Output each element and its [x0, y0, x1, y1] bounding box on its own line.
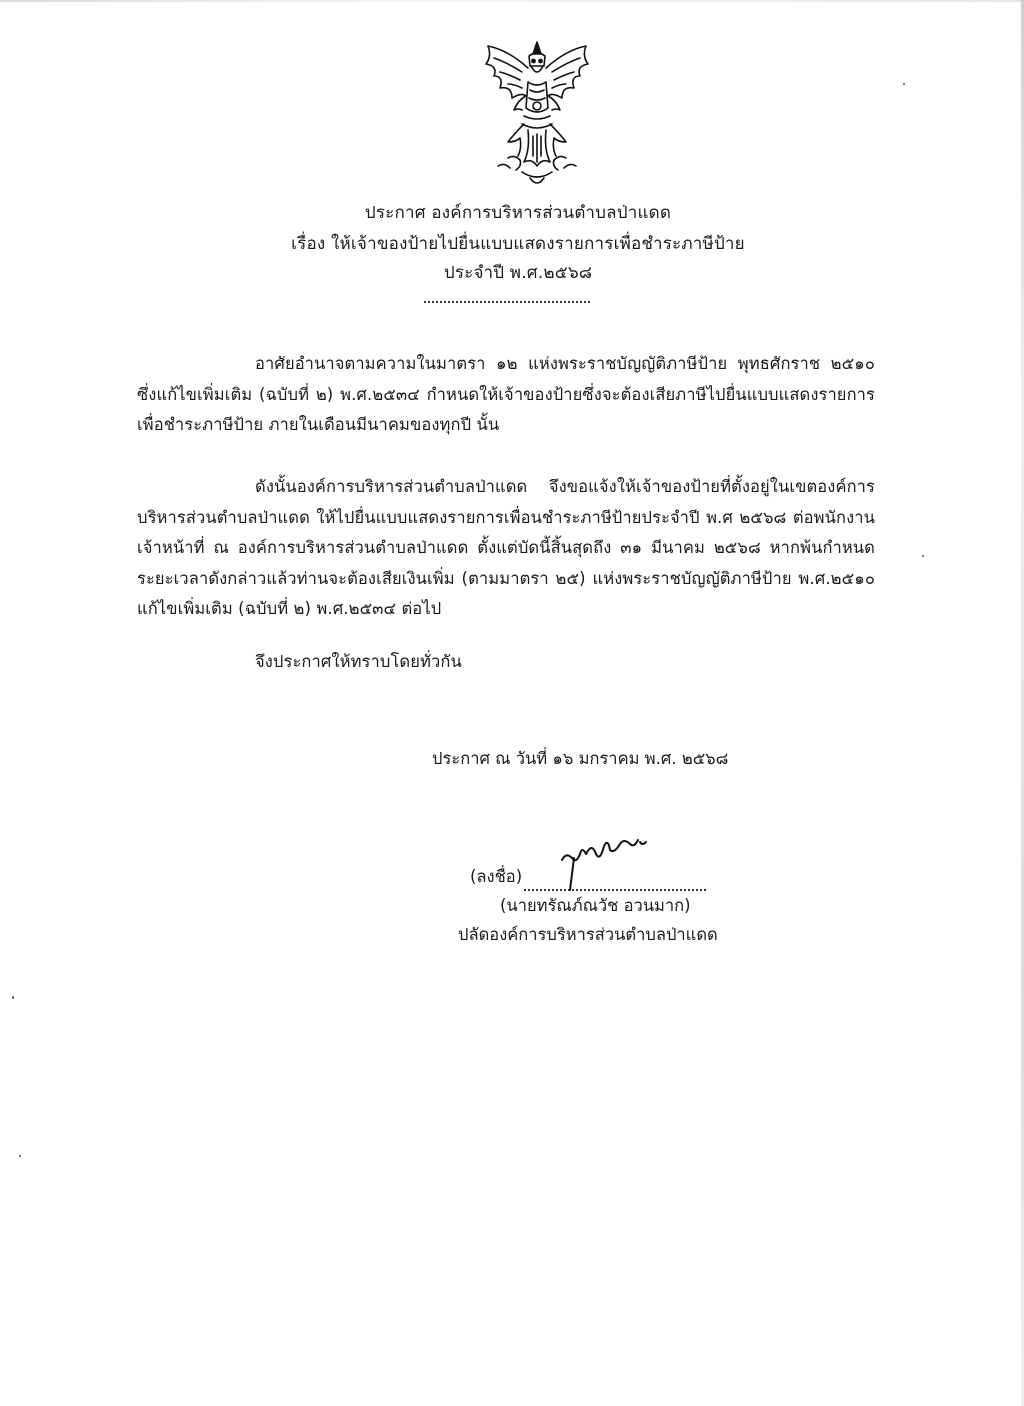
announcement-date: ประกาศ ณ วันที่ ๑๖ มกราคม พ.ศ. ๒๕๖๘ — [432, 749, 729, 768]
signatory-name: (นายทรัณภ์ณวัช อวนมาก) — [500, 896, 691, 915]
garuda-emblem-icon — [478, 38, 596, 190]
scan-speck — [903, 83, 905, 85]
heading-divider — [424, 301, 590, 303]
scan-speck — [922, 555, 924, 557]
signature-line — [470, 862, 770, 891]
announcement-year: ประจำปี พ.ศ.๒๕๖๘ — [443, 263, 593, 283]
signature-label: (ลงชื่อ) — [470, 867, 523, 886]
scan-speck — [12, 996, 14, 999]
body-paragraph-2: ดังนั้นองค์การบริหารส่วนตำบลป่าแดด จึงขอแจ้งให้เจ้าของป้ายที่ตั้งอยู่ในเขตองค์การ บริหารส่วนตำบลป่าแดด ให้ไปยื่นแบบแสดงรายการเพื่อนชำระภาษีป้ายประจำปี พ.ศ ๒๕๖๘ ต่อพนักงาน เจ้าหน้าที่ ณ องค์การบริหารส่วนตำบลป่าแดด ตั้งแต่บัดนี้สิ้นสุดถึง ๓๑ มีนาคม ๒๕๖๘ หากพ้นกำหนด ระยะเวลาดังกล่าวแล้วท่านจะต้องเสียเงินเพิ่ม (ตามมาตรา ๒๕) แห่งพระราชบัญญัติภาษีป้าย พ.ศ.๒๕๑๐ แก้ไขเพิ่มเติม (ฉบับที่ ๒) พ.ศ.๒๕๓๔ ต่อไป — [137, 477, 875, 618]
announcement-issuer: ประกาศ องค์การบริหารส่วนตำบลป่าแดด — [364, 203, 672, 223]
body-paragraph-1: อาศัยอำนาจตามความในมาตรา ๑๒ แห่งพระราชบัญญัติภาษีป้าย พุทธศักราช ๒๕๑๐ ซึ่งแก้ไขเพิ่มเติม (ฉบับที่ ๒) พ.ศ.๒๕๓๔ กำหนดให้เจ้าของป้ายซึ่งจะต้องเสียภาษีไปยื่นแบบแสดงรายการ เพื่อชำระภาษีป้าย ภายในเดือนมีนาคมของทุกปี นั้น — [137, 354, 875, 434]
signature-dotted-line — [524, 875, 706, 891]
scan-speck — [19, 1155, 21, 1157]
signature-block — [458, 862, 770, 949]
body-paragraph-3: จึงประกาศให้ทราบโดยทั่วกัน — [255, 652, 462, 671]
signatory-position: ปลัดองค์การบริหารส่วนตำบลป่าแดด — [458, 925, 718, 944]
announcement-subject: เรื่อง ให้เจ้าของป้ายไปยื่นแบบแสดงรายการเพื่อชำระภาษีป้าย — [291, 234, 745, 254]
scan-edge-top — [0, 0, 1024, 2]
